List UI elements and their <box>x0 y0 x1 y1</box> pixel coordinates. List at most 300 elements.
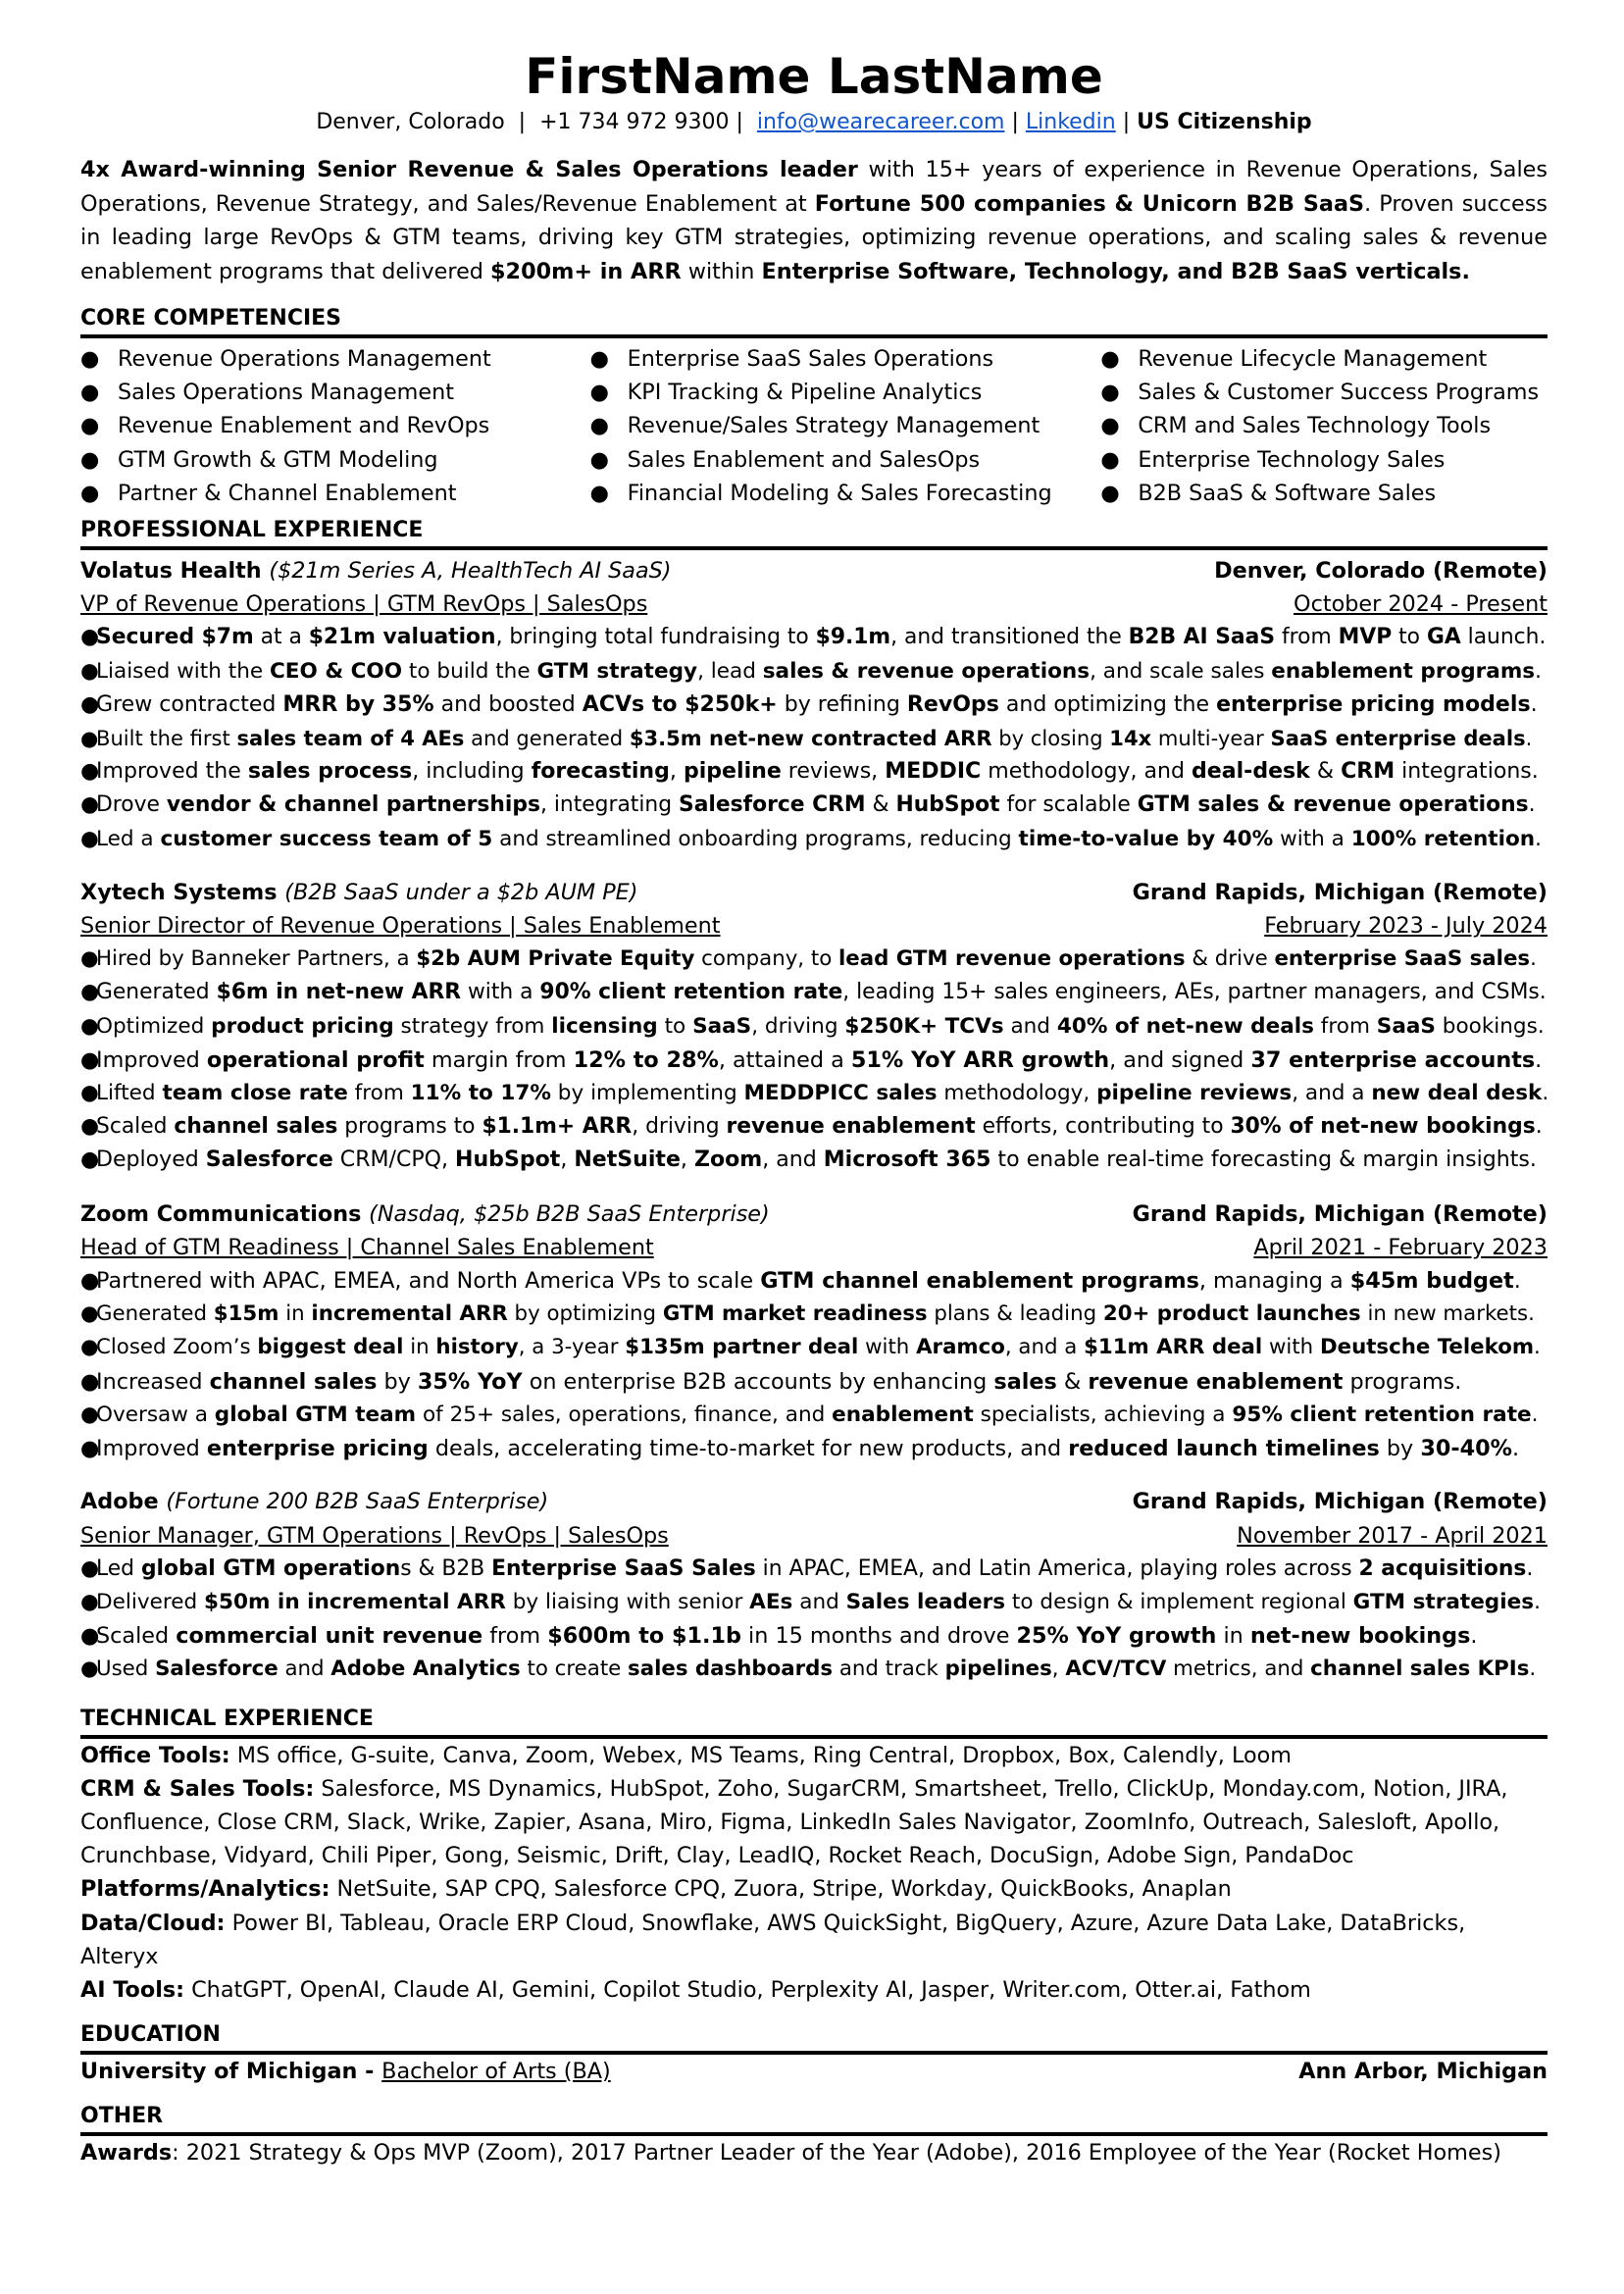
bullet-highlight: $21m valuation <box>308 625 496 650</box>
bullet-text: from <box>347 1081 411 1106</box>
bullet-highlight: sales process <box>247 759 413 785</box>
competency-text: Enterprise SaaS Sales Operations <box>627 346 994 372</box>
bullet-highlight: HubSpot <box>895 792 1000 818</box>
achievement-bullet <box>80 1144 1548 1177</box>
bullet-text: s & B2B <box>400 1555 492 1581</box>
bullet-text: in new markets. <box>1360 1301 1535 1327</box>
summary-bold: 4x Award-winning Senior Revenue & Sales Operations leader <box>80 157 858 182</box>
competency-text: CRM and Sales Technology Tools <box>1138 413 1492 439</box>
bullet-text: & drive <box>1185 946 1275 972</box>
bullet-highlight: 25% YoY growth <box>1016 1623 1217 1650</box>
bullet-text: Scaled <box>96 1623 177 1650</box>
bullet-icon: ● <box>80 1114 100 1140</box>
phone-text: +1 734 972 9300 <box>539 110 730 134</box>
bullet-highlight: revenue enablement <box>726 1114 976 1140</box>
bullet-icon: ● <box>80 1335 99 1360</box>
bullet-text: Generated <box>96 1301 214 1327</box>
bullet-highlight: global GTM team <box>214 1402 417 1427</box>
competency-text: GTM Growth & GTM Modeling <box>118 446 438 473</box>
bullet-text: in <box>403 1335 436 1360</box>
achievement-bullet <box>80 976 1548 1009</box>
bullet-highlight: Salesforce <box>205 1147 333 1173</box>
bullet-text: from <box>482 1623 548 1650</box>
bullet-highlight: channel sales <box>209 1368 378 1395</box>
bullet-highlight: 30-40% <box>1420 1436 1512 1462</box>
bullet-text: launch. <box>1460 625 1547 650</box>
awards-label: Awards <box>80 2140 173 2167</box>
competency-text: Financial Modeling & Sales Forecasting <box>627 480 1052 506</box>
bullet-text: , attained a <box>718 1046 851 1073</box>
bullet-text: and <box>278 1657 331 1682</box>
bullet-highlight: $11m ARR deal <box>1084 1335 1263 1360</box>
achievement-bullet <box>80 1553 1548 1586</box>
bullet-text: metrics, and <box>1166 1657 1311 1682</box>
bullet-highlight: product pricing <box>211 1013 394 1039</box>
office-tools-label: Office Tools: <box>80 1742 230 1768</box>
competency-item <box>80 342 590 376</box>
bullet-text: to design & implement regional <box>1005 1589 1353 1614</box>
job-header-row <box>80 554 1548 587</box>
competency-text: Revenue Lifecycle Management <box>1138 346 1488 372</box>
achievement-bullet <box>80 943 1548 976</box>
job-title-row <box>80 587 1548 621</box>
job-location: Grand Rapids, Michigan (Remote) <box>1132 879 1548 905</box>
crm-tools-list: Salesforce, MS Dynamics, HubSpot, Zoho, SugarCRM, Smartsheet, Trello, ClickUp, Monday.com, Notion, JIRA, Confluence, Close CRM, Slack, Wrike, Zapier, Asana, Miro, Figma, LinkedIn Sales Navigator, ZoomInfo, Outreach, Salesloft, Apollo, Crunchbase, Vidyard, Chili Piper, Gong, Seismic, Drift, Clay, LeadIQ, Rocket Reach, DocuSign, Adobe Sign, PandaDoc <box>80 1775 1508 1869</box>
competency-text: Enterprise Technology Sales <box>1138 446 1446 473</box>
section-title-other: OTHER <box>80 2102 1548 2136</box>
bullet-icon: ● <box>80 759 100 785</box>
bullet-highlight: pipeline reviews <box>1096 1081 1293 1106</box>
bullet-icon: ● <box>80 946 99 972</box>
job-title: Head of GTM Readiness | Channel Sales Enablement <box>80 1234 654 1260</box>
bullet-icon: ● <box>589 413 610 439</box>
bullet-icon: ● <box>80 1268 100 1295</box>
ai-tools-line <box>80 1973 1548 2007</box>
bullet-text: . <box>1529 1657 1537 1682</box>
education-school-degree <box>80 2055 611 2088</box>
bullet-text: Improved the <box>96 759 248 785</box>
bullet-highlight: 95% client retention rate <box>1232 1402 1532 1427</box>
achievement-bullet <box>80 688 1548 722</box>
bullet-highlight: 30% of net-new bookings <box>1230 1114 1536 1140</box>
bullet-icon: ● <box>80 1013 99 1039</box>
bullet-text: and <box>1003 1013 1057 1039</box>
bullet-highlight: ACVs to $250k+ <box>582 691 778 717</box>
bullet-text: , and a <box>1292 1081 1372 1106</box>
bullet-highlight: NetSuite <box>574 1147 681 1173</box>
bullet-highlight: MEDDIC <box>885 759 982 785</box>
company-name: Volatus Health ($21m Series A, HealthTech AI SaaS) <box>80 558 672 585</box>
bullet-text: Built the first <box>96 726 237 751</box>
bullet-highlight: $9.1m <box>815 625 891 650</box>
bullet-text: programs to <box>337 1114 482 1140</box>
bullet-icon: ● <box>1100 346 1120 372</box>
bullet-highlight: $600m to $1.1b <box>547 1623 741 1650</box>
bullet-icon: ● <box>80 792 100 818</box>
platforms-line <box>80 1872 1548 1906</box>
bullet-text: from <box>1313 1013 1377 1039</box>
job-dates: November 2017 - April 2021 <box>1237 1522 1548 1549</box>
bullet-icon: ● <box>1100 480 1120 506</box>
bullet-highlight: channel sales KPIs <box>1310 1657 1530 1682</box>
section-title-core: CORE COMPETENCIES <box>80 304 1548 338</box>
bullet-highlight: Sales leaders <box>845 1589 1006 1614</box>
bullet-highlight: RevOps <box>906 691 999 717</box>
other-section <box>80 2136 1548 2169</box>
job-entry <box>80 1485 1548 1686</box>
job-dates: April 2021 - February 2023 <box>1253 1234 1548 1260</box>
achievement-bullet <box>80 1044 1548 1077</box>
data-cloud-label: Data/Cloud: <box>80 1910 226 1936</box>
bullet-icon: ● <box>589 380 610 406</box>
bullet-text: Closed Zoom’s <box>96 1335 258 1360</box>
bullet-highlight: sales dashboards <box>628 1657 834 1682</box>
bullet-text: , and signed <box>1109 1046 1251 1073</box>
bullet-text: . <box>1534 1335 1541 1360</box>
bullet-highlight: Enterprise SaaS Sales <box>491 1555 756 1581</box>
bullet-text: in <box>1216 1623 1250 1650</box>
job-title-row <box>80 1231 1548 1264</box>
bullet-text: Oversaw a <box>96 1402 215 1427</box>
bullet-highlight: enterprise SaaS sales <box>1274 946 1531 972</box>
bullet-text: , <box>680 1147 694 1173</box>
bullet-text: Improved <box>96 1046 207 1073</box>
bullet-text: specialists, achieving a <box>973 1402 1233 1427</box>
bullet-text: . <box>1535 1114 1543 1140</box>
bullet-highlight: HubSpot <box>455 1147 561 1173</box>
company-descriptor: (B2B SaaS under a $2b AUM PE) <box>284 879 638 905</box>
bullet-text: in APAC, EMEA, and Latin America, playing roles across <box>755 1555 1359 1581</box>
bullet-text: Delivered <box>96 1589 204 1614</box>
crm-tools-line <box>80 1772 1548 1873</box>
bullet-icon: ● <box>80 980 100 1005</box>
bullet-text: efforts, contributing to <box>975 1114 1231 1140</box>
achievement-bullet <box>80 1432 1548 1465</box>
bullet-highlight: team close rate <box>162 1081 348 1106</box>
bullet-text: . <box>1531 1402 1539 1427</box>
bullet-highlight: Zoom <box>693 1147 763 1173</box>
achievement-bullet <box>80 1077 1548 1110</box>
bullet-text: to enable real-time forecasting & margin insights. <box>990 1147 1537 1173</box>
job-entry <box>80 554 1548 856</box>
competency-text: Sales Operations Management <box>118 380 454 406</box>
section-title-experience: PROFESSIONAL EXPERIENCE <box>80 516 1548 550</box>
crm-tools-label: CRM & Sales Tools: <box>80 1775 315 1802</box>
bullet-icon: ● <box>80 1555 100 1581</box>
bullet-text: . <box>1526 1555 1534 1581</box>
competency-item <box>1100 409 1548 442</box>
bullet-icon: ● <box>589 346 610 372</box>
bullet-text: . <box>1525 726 1533 751</box>
bullet-text: programs. <box>1343 1368 1462 1395</box>
bullet-highlight: history <box>435 1335 519 1360</box>
bullet-text: deals, accelerating time-to-market for new products, and <box>428 1436 1069 1462</box>
bullet-highlight: customer success team of 5 <box>160 826 493 851</box>
achievement-bullet <box>80 1365 1548 1399</box>
bullet-text: , driving <box>632 1114 727 1140</box>
bullet-text: to build the <box>402 658 537 684</box>
bullet-text: to <box>1392 625 1427 650</box>
competency-text: Revenue Operations Management <box>118 346 491 372</box>
job-header-row <box>80 876 1548 909</box>
bullet-icon: ● <box>1100 446 1120 473</box>
bullet-highlight: sales team of 4 AEs <box>236 726 465 751</box>
competency-item <box>1100 443 1548 477</box>
summary-text: within <box>681 258 762 284</box>
bullet-icon: ● <box>80 480 100 506</box>
bullet-highlight: B2B AI SaaS <box>1128 625 1276 650</box>
summary-text: . Proven success in leading large RevOps & GTM teams, driving key GTM strategies, optimizing revenue operations, and scaling sales & revenue enablement programs that delivered <box>80 190 1548 284</box>
job-header-row <box>80 1485 1548 1518</box>
education-row <box>80 2055 1548 2088</box>
bullet-highlight: 14x <box>1109 726 1152 751</box>
competency-item <box>80 477 590 510</box>
bullet-highlight: reduced launch timelines <box>1068 1436 1380 1462</box>
competency-text: Sales & Customer Success Programs <box>1138 380 1540 406</box>
awards-list: : 2021 Strategy & Ops MVP (Zoom), 2017 Partner Leader of the Year (Adobe), 2016 Employee of the Year (Rocket Homes) <box>172 2140 1501 2167</box>
bullet-text: . <box>1535 658 1542 684</box>
location-text: Denver, Colorado <box>316 110 505 134</box>
bullet-text: by liaising with senior <box>505 1589 750 1614</box>
bullet-text: by <box>1379 1436 1421 1462</box>
bullet-highlight: lead GTM revenue operations <box>838 946 1186 972</box>
job-location: Denver, Colorado (Remote) <box>1214 558 1548 585</box>
bullet-highlight: enablement <box>832 1402 974 1427</box>
bullet-highlight: 2 acquisitions <box>1358 1555 1527 1581</box>
bullet-text: . <box>1535 1046 1543 1073</box>
bullet-text: . <box>1534 1589 1541 1614</box>
summary-bold: Fortune 500 companies & Unicorn B2B SaaS <box>814 190 1365 217</box>
bullet-text: from <box>1275 625 1339 650</box>
bullet-text: . <box>1542 1081 1549 1106</box>
bullet-text: , and a <box>1004 1335 1085 1360</box>
bullet-text: Grew contracted <box>96 691 283 717</box>
job-title: VP of Revenue Operations | GTM RevOps | SalesOps <box>80 591 648 618</box>
bullet-text: to create <box>520 1657 629 1682</box>
job-title-row <box>80 1519 1548 1553</box>
job-header-row <box>80 1198 1548 1231</box>
bullet-highlight: $15m <box>213 1301 279 1327</box>
bullet-text: with <box>858 1335 917 1360</box>
bullet-text: , and transitioned the <box>890 625 1129 650</box>
bullet-highlight: CEO & COO <box>269 658 403 684</box>
bullet-highlight: SaaS <box>692 1013 752 1039</box>
company-descriptor: ($21m Series A, HealthTech AI SaaS) <box>269 558 672 585</box>
bullet-text: , <box>669 759 684 785</box>
bullet-icon: ● <box>80 1147 100 1173</box>
bullet-text: strategy from <box>393 1013 552 1039</box>
job-bullets <box>80 1264 1548 1465</box>
platforms-list: NetSuite, SAP CPQ, Salesforce CPQ, Zuora, Stripe, Workday, QuickBooks, Anaplan <box>330 1876 1232 1903</box>
bullet-text: Led a <box>96 826 161 851</box>
bullet-text: Led <box>96 1555 141 1581</box>
achievement-bullet <box>80 755 1548 789</box>
achievement-bullet <box>80 1399 1548 1432</box>
bullet-text: , a 3-year <box>518 1335 626 1360</box>
citizenship-text: US Citizenship <box>1137 110 1312 134</box>
bullet-highlight: revenue enablement <box>1088 1368 1344 1395</box>
bullet-text: and streamlined onboarding programs, reducing <box>492 826 1019 851</box>
bullet-text: in <box>279 1301 312 1327</box>
bullet-text: . <box>1535 826 1542 851</box>
bullet-highlight: time-to-value by 40% <box>1018 826 1274 851</box>
bullet-highlight: CRM <box>1341 759 1396 785</box>
bullet-highlight: $50m in incremental ARR <box>204 1589 506 1614</box>
bullet-text: on enterprise B2B accounts by enhancing <box>522 1368 994 1395</box>
job-dates: October 2024 - Present <box>1294 591 1548 618</box>
candidate-name: FirstName LastName <box>525 48 1103 105</box>
bullet-highlight: enterprise pricing <box>206 1436 429 1462</box>
bullet-text: & <box>1309 759 1342 785</box>
linkedin-link[interactable]: Linkedin <box>1025 110 1116 134</box>
bullet-highlight: $2b AUM Private Equity <box>416 946 695 972</box>
competency-text: Sales Enablement and SalesOps <box>627 446 981 473</box>
bullet-text: integrations. <box>1395 759 1539 785</box>
bullet-highlight: GTM strategy <box>536 658 698 684</box>
bullet-text: by implementing <box>550 1081 744 1106</box>
bullet-highlight: GTM sales & revenue operations <box>1137 792 1529 818</box>
bullet-highlight: forecasting <box>531 759 670 785</box>
bullet-highlight: Deutsche Telekom <box>1319 1335 1535 1360</box>
bullet-text: , including <box>412 759 532 785</box>
competency-text: KPI Tracking & Pipeline Analytics <box>627 380 983 406</box>
ai-tools-label: AI Tools: <box>80 1976 185 2003</box>
bullet-text: by optimizing <box>507 1301 663 1327</box>
data-cloud-line <box>80 1907 1548 1973</box>
achievement-bullet <box>80 1586 1548 1619</box>
bullet-text: to <box>657 1013 693 1039</box>
summary-text: with 15+ years of experience in Revenue Operations, Sales Operations, Revenue Strategy, and Sales/Revenue Enablement at <box>80 157 1548 217</box>
job-title: Senior Manager, GTM Operations | RevOps | SalesOps <box>80 1522 669 1549</box>
bullet-text: multi-year <box>1151 726 1271 751</box>
bullet-text: Increased <box>96 1368 210 1395</box>
technical-experience <box>80 1739 1548 2008</box>
bullet-text: by refining <box>777 691 907 717</box>
bullet-icon: ● <box>80 726 99 751</box>
bullet-highlight: new deal desk <box>1371 1081 1543 1106</box>
achievement-bullet <box>80 1653 1548 1686</box>
bullet-highlight: AEs <box>749 1589 793 1614</box>
education-location: Ann Arbor, Michigan <box>1298 2059 1548 2085</box>
bullet-highlight: biggest deal <box>257 1335 404 1360</box>
bullet-highlight: Aramco <box>916 1335 1005 1360</box>
bullet-icon: ● <box>80 1657 99 1682</box>
bullet-text: bookings. <box>1435 1013 1545 1039</box>
bullet-icon: ● <box>80 658 99 684</box>
bullet-highlight: ACV/TCV <box>1065 1657 1167 1682</box>
bullet-icon: ● <box>80 691 100 717</box>
job-entry <box>80 876 1548 1178</box>
bullet-highlight: net-new bookings <box>1249 1623 1471 1650</box>
competency-item <box>590 477 1101 510</box>
bullet-highlight: 40% of net-new deals <box>1056 1013 1314 1039</box>
company-descriptor: (Nasdaq, $25b B2B SaaS Enterprise) <box>369 1200 770 1227</box>
achievement-bullet <box>80 1010 1548 1044</box>
competency-item <box>1100 477 1548 510</box>
summary-paragraph <box>80 153 1548 288</box>
bullet-text: methodology, and <box>981 759 1192 785</box>
bullet-icon: ● <box>80 1301 99 1327</box>
bullet-text: Partnered with APAC, EMEA, and North America VPs to scale <box>96 1268 761 1295</box>
bullet-highlight: enablement programs <box>1271 658 1536 684</box>
bullet-text: . <box>1528 792 1536 818</box>
ai-tools-list: ChatGPT, OpenAI, Claude AI, Gemini, Copilot Studio, Perplexity AI, Jasper, Writer.com, Otter.ai, Fathom <box>184 1976 1311 2003</box>
bullet-icon: ● <box>80 1589 99 1614</box>
bullet-text: reviews, <box>781 759 886 785</box>
bullet-icon: ● <box>80 1402 99 1427</box>
bullet-text: at a <box>253 625 309 650</box>
bullet-highlight: $135m partner deal <box>625 1335 859 1360</box>
bullet-highlight: $45m budget <box>1349 1268 1514 1295</box>
experience-list <box>80 554 1548 1687</box>
bullet-highlight: $250K+ TCVs <box>844 1013 1004 1039</box>
bullet-text: and track <box>833 1657 945 1682</box>
bullet-icon: ● <box>1100 380 1120 406</box>
achievement-bullet <box>80 1110 1548 1144</box>
bullet-text: , and scale sales <box>1090 658 1272 684</box>
bullet-text: Scaled <box>96 1114 175 1140</box>
section-title-education: EDUCATION <box>80 2020 1548 2055</box>
summary-bold: $200m+ in ARR <box>490 258 682 284</box>
competencies-grid <box>80 342 1548 510</box>
bullet-text: , and <box>762 1147 824 1173</box>
bullet-text: of 25+ sales, operations, finance, and <box>416 1402 833 1427</box>
bullet-highlight: Adobe Analytics <box>330 1657 521 1682</box>
competency-item <box>1100 342 1548 376</box>
bullet-text: with <box>1262 1335 1320 1360</box>
data-cloud-list: Power BI, Tableau, Oracle ERP Cloud, Snowflake, AWS QuickSight, BigQuery, Azure, Azure Data Lake, DataBricks, Alteryx <box>80 1910 1466 1969</box>
achievement-bullet <box>80 1331 1548 1364</box>
bullet-highlight: 12% to 28% <box>573 1046 719 1073</box>
company-name: Xytech Systems (B2B SaaS under a $2b AUM PE) <box>80 879 638 905</box>
bullet-text: , integrating <box>539 792 679 818</box>
bullet-text: & <box>865 792 896 818</box>
bullet-text: with a <box>461 980 540 1005</box>
bullet-highlight: deal-desk <box>1192 759 1310 785</box>
bullet-text: , managing a <box>1198 1268 1350 1295</box>
bullet-text: & <box>1056 1368 1089 1395</box>
bullet-icon: ● <box>589 446 610 473</box>
achievement-bullet <box>80 1264 1548 1298</box>
bullet-highlight: vendor & channel partnerships <box>166 792 540 818</box>
bullet-text: , bringing total fundraising to <box>495 625 816 650</box>
job-location: Grand Rapids, Michigan (Remote) <box>1132 1489 1548 1515</box>
bullet-icon: ● <box>1100 413 1120 439</box>
bullet-icon: ● <box>80 446 100 473</box>
bullet-text: plans & leading <box>927 1301 1103 1327</box>
bullet-highlight: 37 enterprise accounts <box>1250 1046 1536 1073</box>
competency-item <box>1100 376 1548 409</box>
job-title: Senior Director of Revenue Operations | Sales Enablement <box>80 913 721 940</box>
company-name: Zoom Communications (Nasdaq, $25b B2B SaaS Enterprise) <box>80 1200 770 1227</box>
bullet-highlight: GTM channel enablement programs <box>760 1268 1199 1295</box>
bullet-text: and optimizing the <box>998 691 1217 717</box>
bullet-highlight: GTM market readiness <box>662 1301 928 1327</box>
school-name: University of Michigan - <box>80 2059 375 2085</box>
bullet-highlight: SaaS <box>1376 1013 1436 1039</box>
bullet-highlight: operational profit <box>206 1046 425 1073</box>
bullet-highlight: incremental ARR <box>311 1301 508 1327</box>
bullet-icon: ● <box>80 1368 100 1395</box>
bullet-highlight: MEDDPICC sales <box>743 1081 938 1106</box>
email-link[interactable]: info@wearecareer.com <box>756 110 1005 134</box>
bullet-highlight: commercial unit revenue <box>176 1623 483 1650</box>
bullet-text: Deployed <box>96 1147 206 1173</box>
bullet-text: Generated <box>96 980 217 1005</box>
bullet-icon: ● <box>80 380 100 406</box>
bullet-text: Used <box>96 1657 156 1682</box>
bullet-text: for scalable <box>999 792 1138 818</box>
